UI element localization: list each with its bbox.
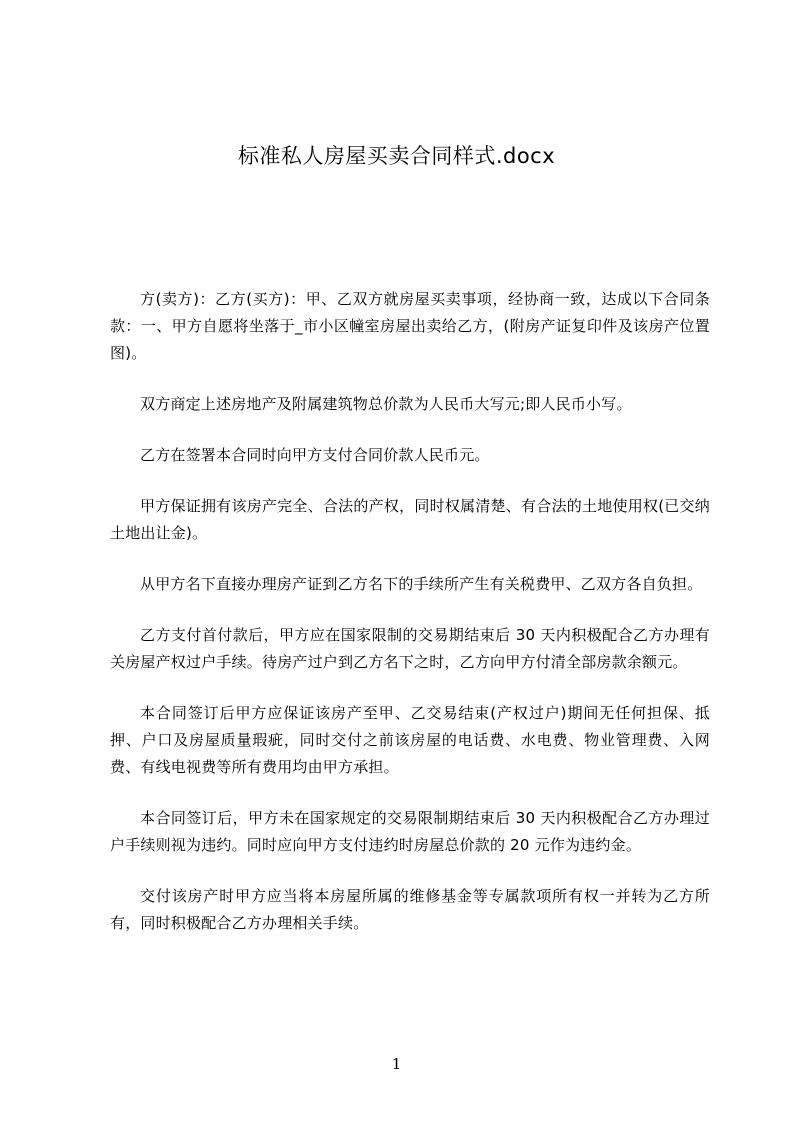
- paragraph-7: 本合同签订后甲方应保证该房产至甲、乙交易结束(产权过户)期间无任何担保、抵押、户口及房屋质量瑕疵，同时交付之前该房屋的电话费、水电费、物业管理费、入网费、有线电视费等所有费用均由甲方承担。: [110, 704, 710, 776]
- page-number: 1: [391, 1055, 402, 1073]
- document-body: [110, 286, 710, 961]
- paragraph-3: 乙方在签署本合同时向甲方支付合同价款人民币元。: [140, 446, 490, 464]
- document-title: 标准私人房屋买卖合同样式.docx: [237, 144, 556, 168]
- paragraph-9: 交付该房产时甲方应当将本房屋所属的维修基金等专属款项所有权一并转为乙方所有，同时积极配合乙方办理相关手续。: [110, 887, 710, 932]
- paragraph-6: 乙方支付首付款后，甲方应在国家限制的交易期结束后 30 天内积极配合乙方办理有关房屋产权过户手续。待房产过户到乙方名下之时，乙方向甲方付清全部房款余额元。: [110, 626, 710, 671]
- paragraph-8: 本合同签订后，甲方未在国家规定的交易限制期结束后 30 天内积极配合乙方办理过户手续则视为违约。同时应向甲方支付违约时房屋总价款的 20 元作为违约金。: [110, 809, 710, 854]
- paragraph-5: 从甲方名下直接办理房产证到乙方名下的手续所产生有关税费甲、乙双方各自负担。: [140, 575, 703, 593]
- paragraph-4: 甲方保证拥有该房产完全、合法的产权，同时权属清楚、有合法的土地使用权(已交纳土地出让金)。: [110, 497, 710, 542]
- paragraph-2: 双方商定上述房地产及附属建筑物总价款为人民币大写元;即人民币小写。: [140, 395, 632, 413]
- paragraph-1: 方(卖方)：乙方(买方)：甲、乙双方就房屋买卖事项，经协商一致，达成以下合同条款：一、甲方自愿将坐落于_市小区幢室房屋出卖给乙方，(附房产证复印件及该房产位置图)。: [110, 290, 710, 362]
